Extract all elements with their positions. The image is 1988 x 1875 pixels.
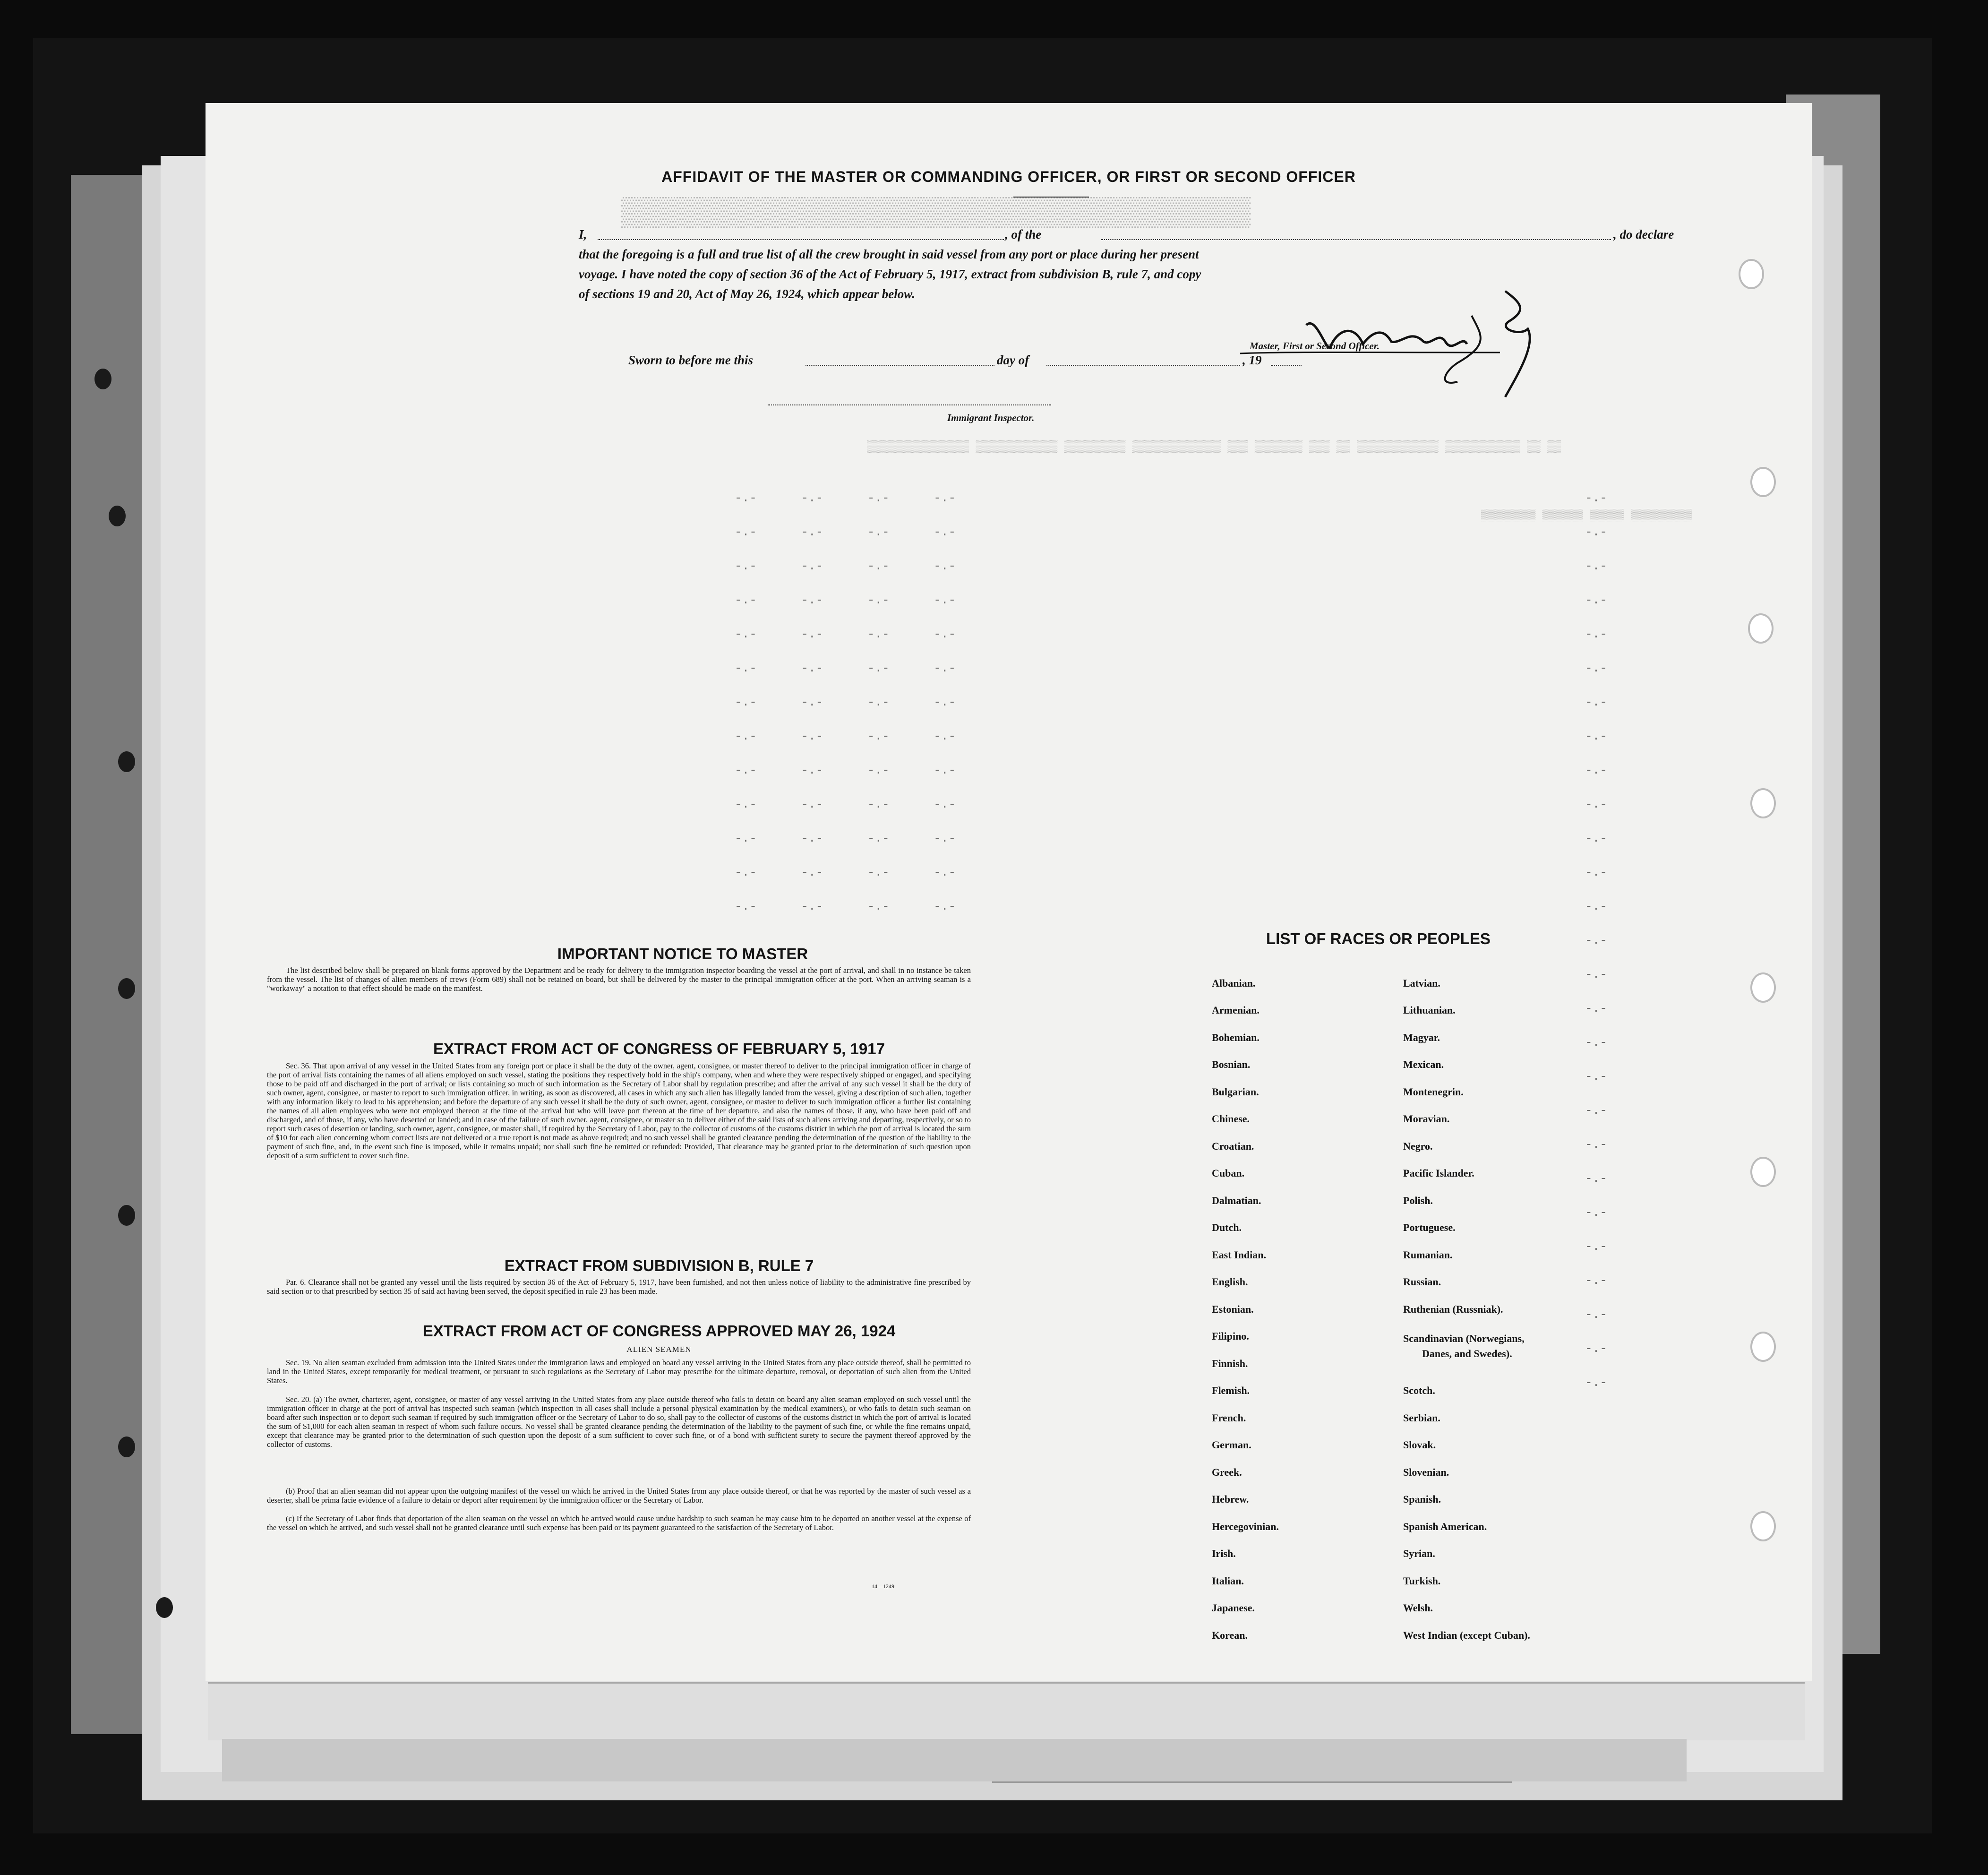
race-left: Korean. — [1212, 1629, 1248, 1641]
race-left: Greek. — [1212, 1466, 1242, 1478]
binder-hole — [109, 506, 126, 526]
race-left: Filipino. — [1212, 1330, 1249, 1342]
race-left: Albanian. — [1212, 977, 1256, 989]
bleed-through-text: ▒▒▒▒▒▒▒▒▒▒▒▒▒▒▒ ▒▒▒▒▒▒▒▒▒▒▒▒ ▒▒▒▒▒▒▒▒▒ ▒▒▒▒▒▒▒▒▒▒▒▒▒ ▒▒▒ ▒▒▒▒▒▒▒ ▒▒▒ ▒▒ ▒▒▒▒▒▒▒▒▒▒▒▒ ▒▒▒▒▒▒▒▒▒▒▒ ▒▒ ▒▒ — [867, 441, 1561, 454]
race-right: Scotch. — [1403, 1385, 1435, 1396]
race-left: Irish. — [1212, 1548, 1236, 1559]
extract-1924-title: EXTRACT FROM ACT OF CONGRESS APPROVED MAY 26, 1924 — [422, 1322, 896, 1340]
extract-rule7-title: EXTRACT FROM SUBDIVISION B, RULE 7 — [504, 1257, 814, 1274]
race-left: Finnish. — [1212, 1358, 1248, 1369]
race-right: West Indian (except Cuban). — [1403, 1629, 1530, 1641]
race-right: Welsh. — [1403, 1602, 1433, 1614]
affidavit-line2: that the foregoing is a full and true list of all the crew brought in said vessel from any port or place during her present — [579, 247, 1199, 261]
race-left: Bosnian. — [1212, 1058, 1251, 1070]
sworn-day-field[interactable] — [805, 364, 994, 366]
form-page — [206, 103, 1812, 1681]
affidavit-line1-of-the: , of the — [1005, 227, 1042, 241]
binder-hole-right — [1748, 613, 1774, 644]
race-left: Croatian. — [1212, 1140, 1254, 1152]
race-right: Polish. — [1403, 1195, 1433, 1206]
race-right: Spanish American. — [1403, 1521, 1487, 1532]
sec19-body: Sec. 19. No alien seaman excluded from admission into the United States under the immigration laws and employed on board any vessel arriving in the United States from any place outside thereof, shall be permitted to land in the United States, except temporarily for medical treatment, or pursuant to such regulations as the Secretary of Labor may prescribe for the ultimate departure, removal, or deportation of such alien from the United States. — [267, 1358, 971, 1385]
race-left: Italian. — [1212, 1575, 1244, 1587]
binder-hole-right — [1739, 259, 1764, 289]
binder-hole — [118, 1436, 135, 1457]
binder-hole-right — [1750, 1157, 1776, 1187]
name-field[interactable] — [598, 238, 1004, 240]
race-right: Slovak. — [1403, 1439, 1436, 1451]
race-right: Turkish. — [1403, 1575, 1441, 1587]
race-right: Montenegrin. — [1403, 1086, 1464, 1098]
race-right: Lithuanian. — [1403, 1004, 1456, 1016]
affidavit-title: AFFIDAVIT OF THE MASTER OR COMMANDING OFFICER, OR FIRST OR SECOND OFFICER — [661, 168, 1356, 185]
race-left: French. — [1212, 1412, 1246, 1424]
race-left: Hercegovinian. — [1212, 1521, 1279, 1532]
extract-1917-body: Sec. 36. That upon arrival of any vessel in the United States from any foreign port or place it shall be the duty of the owner, agent, consignee, or master thereof to deliver to the principal immigration officer in charge of the port of arrival lists containing the names of all aliens employed on such vessel, stating the positions they respectively hold in the ship's company, when and where they were respectively shipped or engaged, and specifying those to be paid off and discharged in the port of arrival; or lists containing so much of such information as the Secretary of Labor shall by regulation prescribe; and after the arrival of any such vessel it shall be the duty of such owner, agent, consignee, or master to report to such immigration officer, in writing, as soon as discovered, all cases in which any such alien has illegally landed from the vessel, giving a description of such alien, together with any information likely to lead to his apprehension; and before the departure of any such vessel it shall be the duty of such owner, agent, consignee, or master to deliver to such immigration officer a further list containing the names of all alien employees who were not employed thereon at the time of the arrival but who will leave port thereon at the time of her departure, and also the names of those, if any, who have been paid off and discharged, and of those, if any, who have deserted or landed; and in case of the failure of such owner, agent, consignee, or master so to deliver either of the said lists of such aliens arriving and departing, respectively, or so to report such cases of desertion or landing, such owner, agent, consignee, or master shall, if required by the Secretary of Labor, pay to the collector of customs of the customs district in which the port of arrival is located the sum of $10 for each alien concerning whom correct lists are not delivered or a true report is not made as above required; and no such vessel shall be granted clearance pending the determination of the question of the liability to the payment of such fine, and, in the event such fine is imposed, while it remains unpaid; nor shall such fine be remitted or refunded: Provided, That clearance may be granted prior to the determination of such question upon deposit of a sum sufficient to cover such fine. — [267, 1061, 971, 1160]
sworn-month-field[interactable] — [1046, 364, 1240, 366]
race-right: Ruthenian (Russniak). — [1403, 1303, 1503, 1315]
binder-hole — [118, 978, 135, 999]
race-left: Bulgarian. — [1212, 1086, 1259, 1098]
bleed-through-text: ▒▒▒▒▒▒▒▒ ▒▒▒▒▒▒ ▒▒▒▒▒ ▒▒▒▒▒▒▒▒▒ — [1481, 509, 1692, 522]
race-left: Cuban. — [1212, 1167, 1245, 1179]
affidavit-line4: of sections 19 and 20, Act of May 26, 1924, which appear below. — [579, 287, 915, 301]
race-right: Portuguese. — [1403, 1221, 1456, 1233]
race-right: Danes, and Swedes). — [1422, 1348, 1512, 1359]
race-right: Spanish. — [1403, 1493, 1441, 1505]
race-left: Estonian. — [1212, 1303, 1254, 1315]
race-right: Russian. — [1403, 1276, 1441, 1288]
race-right: Slovenian. — [1403, 1466, 1449, 1478]
binder-hole — [118, 1205, 135, 1226]
sworn-text: Sworn to before me this — [628, 353, 754, 367]
race-right: Moravian. — [1403, 1113, 1450, 1125]
sworn-year-field[interactable] — [1271, 364, 1302, 366]
bleed-through-marks: -.- -.- -.- -.- -.- -.- -.- -.- -.- -.- -.- -.- -.- -.- -.- -.- -.- -.- -.- -.- -.- -.- -.- -.- -.- -.- -.- -.- -.- -.- -.- -.- -.- -.- -.- -.- -.- -.- -.- -.- -.- -.- -.- -.- -.- -.- -.- -.- -.- -.- -.- -.- — [735, 491, 956, 913]
binder-hole-right — [1750, 1511, 1776, 1541]
race-left: Bohemian. — [1212, 1032, 1260, 1043]
race-left: Chinese. — [1212, 1113, 1250, 1125]
race-left: Armenian. — [1212, 1004, 1260, 1016]
binder-hole-right — [1750, 1332, 1776, 1362]
notice-title: IMPORTANT NOTICE TO MASTER — [557, 945, 808, 963]
affidavit-line3: voyage. I have noted the copy of section 36 of the Act of February 5, 1917, extract from subdivision B, rule 7, and copy — [579, 267, 1201, 281]
notice-body: The list described below shall be prepared on blank forms approved by the Department and be ready for delivery to the immigration inspector boarding the vessel at the port of arrival, and shall in no instance be taken from the vessel. The list of changes of alien members of crews (Form 689) shall not be retained on board, but shall be delivered by the master to the principal immigration officer at the port. When an arriving seaman is a "workaway" a notation to that effect should be made on the manifest. — [267, 966, 971, 993]
race-right: Latvian. — [1403, 977, 1440, 989]
form-number: 14—1249 — [872, 1583, 894, 1590]
title-underline — [1013, 197, 1089, 198]
day-of-text: day of — [997, 353, 1029, 367]
pen-stroke — [1491, 287, 1542, 401]
race-left: Japanese. — [1212, 1602, 1255, 1614]
race-left: East Indian. — [1212, 1249, 1266, 1261]
race-right: Negro. — [1403, 1140, 1433, 1152]
vessel-field[interactable] — [1101, 238, 1611, 240]
race-left: Hebrew. — [1212, 1493, 1249, 1505]
races-title: LIST OF RACES OR PEOPLES — [1266, 930, 1491, 947]
binder-hole-right — [1750, 972, 1776, 1003]
race-left: German. — [1212, 1439, 1251, 1451]
race-right: Syrian. — [1403, 1548, 1435, 1559]
affidavit-line1-declare: , do declare — [1613, 227, 1674, 241]
race-right: Mexican. — [1403, 1058, 1444, 1070]
binder-hole — [94, 369, 111, 389]
race-left: Dalmatian. — [1212, 1195, 1261, 1206]
year-text: , 19 — [1242, 353, 1262, 367]
extract-1917-title: EXTRACT FROM ACT OF CONGRESS OF FEBRUARY 5, 1917 — [433, 1040, 885, 1058]
inspector-signature-field[interactable] — [768, 404, 1051, 405]
sec20a-body: Sec. 20. (a) The owner, charterer, agent, consignee, or master of any vessel arriving in the United States from any place outside thereof who fails to detain on board any alien seaman employed on such vessel until the immigration officer in charge at the port of arrival has inspected such seaman (which inspection in all cases shall include a personal physical examination by the medical examiners), or who fails to detain such seaman on board after such inspection or to deport such seaman if required by such immigration officer or the Secretary of Labor to do so, shall pay to the collector of customs of the customs district in which the port of arrival is located the sum of $1,000 for each alien seaman in respect of whom such failure occurs. No vessel shall be granted clearance pending the determination of the liability to the payment of such fine, or while the fine remains unpaid, except that clearance may be granted prior to the determination of such question upon the deposit of a sum sufficient to cover such fine, or of a bond with sufficient surety to secure the payment thereof approved by the collector of customs. — [267, 1395, 971, 1449]
bottom-handwriting — [992, 1748, 1512, 1783]
race-right: Scandinavian (Norwegians, — [1403, 1333, 1525, 1344]
alien-seamen-subtitle: ALIEN SEAMEN — [626, 1345, 692, 1354]
extract-rule7-body: Par. 6. Clearance shall not be granted any vessel until the lists required by section 36 of the Act of February 5, 1917, have been furnished, and not then unless notice of liability to the administrative fine prescribed by said section or to that prescribed by section 35 of said act having been served, the deposit specified in rule 23 has been made. — [267, 1278, 971, 1296]
bleed-through-text: ▒▒▒▒▒▒▒▒▒▒▒▒▒▒▒▒▒▒▒▒▒▒▒▒▒▒▒▒▒▒▒▒▒▒▒▒▒ — [621, 198, 1251, 230]
race-left: Dutch. — [1212, 1221, 1242, 1233]
affidavit-line1-i: I, — [579, 227, 587, 241]
race-right: Magyar. — [1403, 1032, 1440, 1043]
binder-hole-right — [1750, 788, 1776, 818]
sec20b-body: (b) Proof that an alien seaman did not appear upon the outgoing manifest of the vessel on which he arrived in the United States from any place outside thereof, or that he was reported by the master of such vessel as a deserter, shall be prima facie evidence of a failure to detain or deport after requirement by the immigration officer or the Secretary of Labor. — [267, 1487, 971, 1505]
inspector-label: Immigrant Inspector. — [947, 412, 1035, 423]
race-right: Pacific Islander. — [1403, 1167, 1474, 1179]
binder-hole-right — [1750, 467, 1776, 497]
race-right: Serbian. — [1403, 1412, 1440, 1424]
stacked-sheet-edge — [208, 1682, 1805, 1740]
sec20c-body: (c) If the Secretary of Labor finds that deportation of the alien seaman on the vessel on which he arrived would cause undue hardship to such seaman he may cause him to be deported on another vessel at the expense of the vessel on which he arrived, and such vessel shall not be granted clearance until such expense has been paid or its payment guaranteed to the satisfaction of the Secretary of Labor. — [267, 1514, 971, 1532]
race-right: Rumanian. — [1403, 1249, 1453, 1261]
bleed-through-marks: -.- -.- -.- -.- -.- -.- -.- -.- -.- -.- -.- -.- -.- -.- -.- -.- -.- -.- -.- -.- -.- -.- -.- -.- -.- -.- -.- — [1585, 491, 1607, 1390]
master-label: Master, First or Second Officer. — [1250, 340, 1380, 352]
race-left: Flemish. — [1212, 1385, 1250, 1396]
race-left: English. — [1212, 1276, 1248, 1288]
binder-hole — [156, 1597, 173, 1618]
binder-hole — [118, 751, 135, 772]
